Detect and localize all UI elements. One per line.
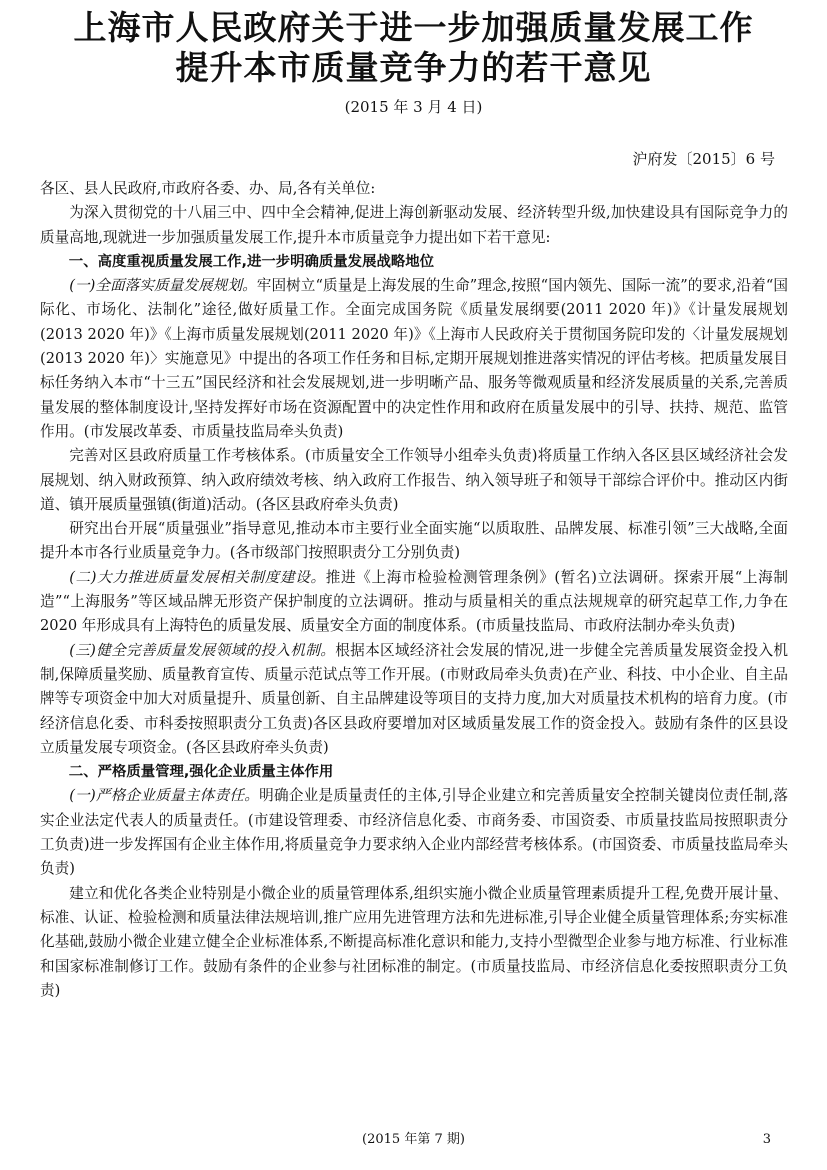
section1-paragraph2: 完善对区县政府质量工作考核体系。(市质量安全工作领导小组牵头负责)将质量工作纳入各区县区域经济社会发展规划、纳入财政预算、纳入政府绩效考核、纳入政府工作报告、纳入领导班子和领导干部综合评价中。推动区内街道、镇开展质量强镇(街道)活动。(各区县政府牵头负责) bbox=[40, 447, 788, 513]
document-body bbox=[40, 177, 788, 1003]
section2-item1 bbox=[40, 784, 788, 881]
document-title-line1: 上海市人民政府关于进一步加强质量发展工作 bbox=[73, 8, 754, 47]
section-heading-2: 二、严格质量管理,强化企业质量主体作用 bbox=[68, 764, 334, 781]
section1-item2 bbox=[40, 566, 788, 639]
section1-item1-text: 牢固树立“质量是上海发展的生命”理念,按照“国内领先、国际一流”的要求,沿着“国际化、市场化、法制化”途径,做好质量工作。全面完成国务院《质量发展纲要(2011 2020 年)》《计量发展规划(2013 2020 年)》《上海市质量发展规划(2011 2020 年)》《上海市人民政府关于贯彻国务院印发的〈计量发展规划(2013 2020 年)〉实施意见》中提出的各项工作任务和目标,定期开展规划推进落实情况的评估考核。把质量发展目标任务纳入本市“十三五”国民经济和社会发展规划,进一步明晰产品、服务等微观质量和经济发展质量的关系,完善质量发展的整体制度设计,坚持发挥好市场在资源配置中的决定性作用和政府在质量发展中的引导、扶持、规范、监管作用。(市发展改革委、市质量技监局牵头负责) bbox=[40, 277, 788, 440]
section1-item1-title: (一)全面落实质量发展规划。 bbox=[69, 277, 257, 295]
section1-item3-text: 根据本区域经济社会发展的情况,进一步健全完善质量发展资金投入机制,保障质量奖励、质量教育宣传、质量示范试点等工作开展。(市财政局牵头负责)在产业、科技、中小企业、自主品牌等专项资金中加大对质量提升、质量创新、自主品牌建设等项目的支持力度,加大对质量技术机构的培育力度。(市经济信息化委、市科委按照职责分工负责)各区县政府要增加对区域质量发展工作的资金投入。鼓励有条件的区县设立质量发展专项资金。(各区县政府牵头负责) bbox=[40, 641, 788, 756]
section2-item1-title: (一)严格企业质量主体责任。 bbox=[69, 787, 260, 805]
page-number: 3 bbox=[762, 1132, 771, 1147]
section2-paragraph2: 建立和优化各类企业特别是小微企业的质量管理体系,组织实施小微企业质量管理素质提升工程,免费开展计量、标准、认证、检验检测和质量法律法规培训,推广应用先进管理方法和先进标准,引导企业健全质量管理体系;夯实标准化基础,鼓励小微企业建立健全企业标准体系,不断提高标准化意识和能力,支持小型微型企业参与地方标准、行业标准和国家标准制修订工作。鼓励有条件的企业参与社团标准的制定。(市质量技监局、市经济信息化委按照职责分工负责) bbox=[40, 884, 788, 999]
salutation: 各区、县人民政府,市政府各委、办、局,各有关单位: bbox=[40, 180, 376, 197]
intro-paragraph: 为深入贯彻党的十八届三中、四中全会精神,促进上海创新驱动发展、经济转型升级,加快建设具有国际竞争力的质量高地,现就进一步加强质量发展工作,提升本市质量竞争力提出如下若干意见: bbox=[40, 204, 788, 246]
document-number: 沪府发〔2015〕6 号 bbox=[632, 150, 775, 168]
section1-item2-title: (二)大力推进质量发展相关制度建设。 bbox=[69, 568, 326, 586]
section1-item1 bbox=[40, 274, 788, 444]
section1-item3-title: (三)健全完善质量发展领域的投入机制。 bbox=[69, 641, 336, 659]
section1-item2-text: 推进《上海市检验检测管理条例》(暂名)立法调研。探索开展“上海制造”“上海服务”等区域品牌无形资产保护制度的立法调研。推动与质量相关的重点法规规章的研究起草工作,力争在 2020 年形成具有上海特色的质量发展、质量安全方面的制度体系。(市质量技监局、市政府法制办牵头负责) bbox=[40, 568, 788, 635]
issue-footer: (2015 年第 7 期) bbox=[362, 1132, 465, 1147]
section1-paragraph3: 研究出台开展“质量强业”指导意见,推动本市主要行业全面实施“以质取胜、品牌发展、标准引领”三大战略,全面提升本市各行业质量竞争力。(各市级部门按照职责分工分别负责) bbox=[40, 520, 788, 562]
document-title-line2: 提升本市质量竞争力的若干意见 bbox=[175, 48, 652, 87]
section-heading-1: 一、高度重视质量发展工作,进一步明确质量发展战略地位 bbox=[68, 253, 435, 270]
section1-item3 bbox=[40, 639, 788, 760]
document-date: (2015 年 3 月 4 日) bbox=[344, 98, 483, 116]
section2-item1-text: 明确企业是质量责任的主体,引导企业建立和完善质量安全控制关键岗位责任制,落实企业法定代表人的质量责任。(市建设管理委、市经济信息化委、市商务委、市国资委、市质量技监局按照职责分工负责)进一步发挥国有企业主体作用,将质量竞争力要求纳入企业内部经营考核体系。(市国资委、市质量技监局牵头负责) bbox=[40, 787, 789, 878]
